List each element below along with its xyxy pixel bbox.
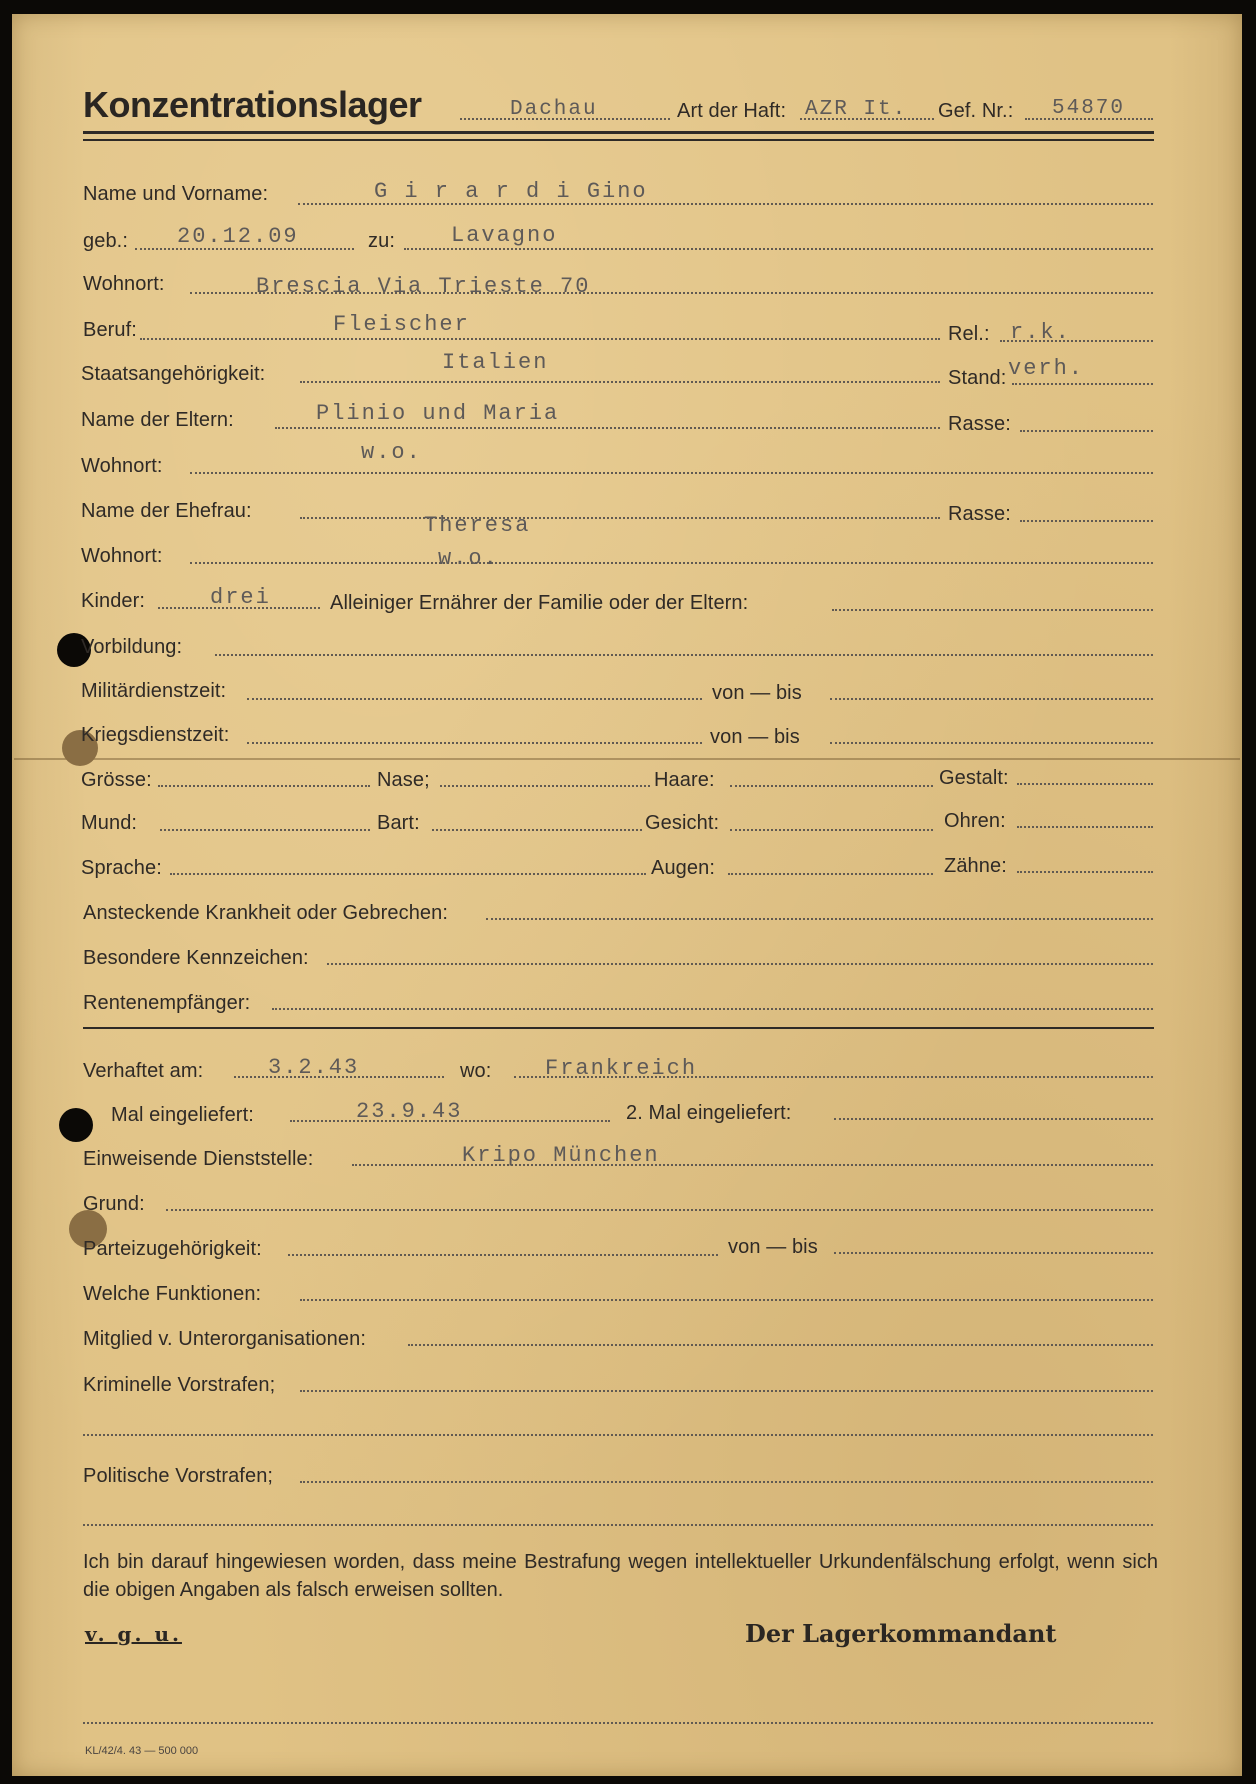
- politisch-label: Politische Vorstrafen;: [83, 1465, 274, 1487]
- krankheit-line: [486, 918, 1153, 920]
- vorbildung-line: [215, 654, 1153, 656]
- augen-label: Augen:: [651, 857, 715, 879]
- declaration-text: Ich bin darauf hingewiesen worden, dass meine Bestrafung wegen intellektueller Urkundenfälschung erfolgt, wenn sich die obigen Angaben als falsch erweisen sollten.: [83, 1551, 1158, 1601]
- zu-value: Lavagno: [451, 223, 558, 248]
- gef-value: 54870: [1052, 97, 1126, 120]
- section-rule: [83, 1027, 1154, 1029]
- wo-value: Frankreich: [545, 1056, 698, 1081]
- staat-label: Staatsangehörigkeit:: [81, 363, 266, 385]
- kinder-label: Kinder:: [81, 590, 146, 612]
- mund-line: [160, 829, 370, 831]
- eltern-line: [275, 427, 940, 429]
- wohnort-label: Wohnort:: [83, 273, 165, 295]
- krieg-line: [247, 742, 702, 744]
- ehefrau-label: Name der Ehefrau:: [81, 500, 252, 522]
- gef-label: Gef. Nr.:: [938, 100, 1014, 122]
- grund-line: [166, 1209, 1153, 1211]
- rasse-label: Rasse:: [948, 413, 1011, 435]
- militaer-line: [247, 698, 702, 700]
- haft-value: AZR It.: [805, 98, 908, 121]
- gesicht-label: Gesicht:: [645, 812, 720, 834]
- stand-label: Stand:: [948, 367, 1007, 389]
- ehefrau-value: Theresa: [424, 513, 531, 538]
- rente-line: [272, 1008, 1153, 1010]
- bart-line: [432, 829, 642, 831]
- name-label: Name und Vorname:: [83, 183, 269, 205]
- fold-crease: [14, 758, 1240, 760]
- ehefrau-line: [300, 517, 940, 519]
- haare-line: [730, 785, 933, 787]
- partei-von-bis: von — bis: [728, 1236, 818, 1258]
- camp-value: Dachau: [510, 98, 598, 121]
- mund-label: Mund:: [81, 812, 138, 834]
- mal1-value: 23.9.43: [356, 1099, 463, 1124]
- groesse-label: Grösse:: [81, 769, 152, 791]
- header-rule: [83, 131, 1154, 134]
- militaer-label: Militärdienstzeit:: [81, 680, 227, 702]
- gesicht-line: [730, 829, 933, 831]
- krieg-label: Kriegsdienstzeit:: [81, 724, 230, 746]
- punch-hole: [59, 1108, 93, 1142]
- staat-value: Italien: [442, 350, 549, 375]
- rasse2-line: [1020, 520, 1153, 522]
- mitglied-line: [408, 1344, 1153, 1346]
- bart-label: Bart:: [377, 812, 420, 834]
- krieg-von-bis-line: [830, 742, 1153, 744]
- wo-label: wo:: [460, 1060, 492, 1082]
- nase-line: [440, 785, 650, 787]
- beruf-line: [140, 338, 940, 340]
- form-code: KL/42/4. 43 — 500 000: [85, 1745, 199, 1757]
- zaehne-label: Zähne:: [944, 855, 1007, 877]
- kennzeichen-line: [327, 963, 1153, 965]
- eltern-label: Name der Eltern:: [81, 409, 234, 431]
- rel-value: r.k.: [1010, 320, 1071, 345]
- gestalt-label: Gestalt:: [939, 767, 1009, 789]
- nase-label: Nase;: [377, 769, 430, 791]
- groesse-line: [158, 785, 370, 787]
- eltern-wohnort-label: Wohnort:: [81, 455, 163, 477]
- vgu-mark: v. g. u.: [85, 1622, 182, 1646]
- form-title: Konzentrationslager: [83, 84, 422, 125]
- haft-label: Art der Haft:: [677, 100, 787, 122]
- ehefrau-wohnort-value: w.o.: [438, 546, 499, 571]
- name-value: G i r a r d i Gino: [374, 179, 648, 204]
- geb-value: 20.12.09: [177, 224, 299, 249]
- geb-label: geb.:: [83, 230, 128, 252]
- partei-von-bis-line: [834, 1252, 1153, 1254]
- rente-label: Rentenempfänger:: [83, 992, 251, 1014]
- staat-line: [300, 381, 940, 383]
- sprache-label: Sprache:: [81, 857, 162, 879]
- kriminell-line: [300, 1390, 1153, 1392]
- ernaehrer-line: [832, 609, 1153, 611]
- augen-line: [728, 873, 933, 875]
- eltern-value: Plinio und Maria: [316, 401, 560, 426]
- rasse-line: [1020, 430, 1153, 432]
- vorbildung-label: Vorbildung:: [81, 636, 183, 658]
- rasse2-label: Rasse:: [948, 503, 1011, 525]
- zu-label: zu:: [368, 230, 395, 252]
- funktionen-line: [300, 1299, 1153, 1301]
- krieg-von-bis: von — bis: [710, 726, 800, 748]
- politisch-line-2: [83, 1524, 1153, 1526]
- signature-line: [83, 1722, 1153, 1724]
- kriminell-label: Kriminelle Vorstrafen;: [83, 1374, 276, 1396]
- grund-label: Grund:: [83, 1193, 145, 1215]
- beruf-label: Beruf:: [83, 319, 137, 341]
- gestalt-line: [1017, 783, 1153, 785]
- politisch-line: [300, 1481, 1153, 1483]
- record-card: [12, 14, 1242, 1776]
- mal2-label: 2. Mal eingeliefert:: [626, 1102, 792, 1124]
- verhaftet-value: 3.2.43: [268, 1055, 360, 1080]
- dienststelle-label: Einweisende Dienststelle:: [83, 1148, 314, 1170]
- ohren-line: [1017, 826, 1153, 828]
- militaer-von-bis: von — bis: [712, 682, 802, 704]
- partei-label: Parteizugehörigkeit:: [83, 1238, 262, 1260]
- mitglied-label: Mitglied v. Unterorganisationen:: [83, 1328, 366, 1350]
- mal1-label: Mal eingeliefert:: [111, 1104, 254, 1126]
- stand-line: [1012, 383, 1153, 385]
- zaehne-line: [1017, 871, 1153, 873]
- eltern-wohnort-value: w.o.: [361, 440, 422, 465]
- stand-value: verh.: [1008, 356, 1085, 381]
- mal2-line: [834, 1118, 1153, 1120]
- ohren-label: Ohren:: [944, 810, 1006, 832]
- kriminell-line-2: [83, 1434, 1153, 1436]
- partei-line: [288, 1254, 718, 1256]
- kennzeichen-label: Besondere Kennzeichen:: [83, 947, 309, 969]
- krankheit-label: Ansteckende Krankheit oder Gebrechen:: [83, 902, 449, 924]
- militaer-von-bis-line: [830, 698, 1153, 700]
- zu-line: [404, 248, 1153, 250]
- ernaehrer-label: Alleiniger Ernährer der Familie oder der Eltern:: [330, 592, 749, 614]
- kommandant-label: Der Lagerkommandant: [745, 1619, 1057, 1648]
- wohnort-value: Brescia Via Trieste 70: [256, 274, 591, 299]
- eltern-wohnort-line: [190, 472, 1153, 474]
- ehefrau-wohnort-label: Wohnort:: [81, 545, 163, 567]
- funktionen-label: Welche Funktionen:: [83, 1283, 262, 1305]
- beruf-value: Fleischer: [333, 312, 470, 337]
- sprache-line: [170, 873, 646, 875]
- verhaftet-label: Verhaftet am:: [83, 1060, 204, 1082]
- ehefrau-wohnort-line: [190, 562, 1153, 564]
- haare-label: Haare:: [654, 769, 715, 791]
- dienststelle-value: Kripo München: [462, 1143, 660, 1168]
- header-rule: [83, 139, 1154, 141]
- rel-label: Rel.:: [948, 323, 990, 345]
- kinder-value: drei: [210, 585, 271, 610]
